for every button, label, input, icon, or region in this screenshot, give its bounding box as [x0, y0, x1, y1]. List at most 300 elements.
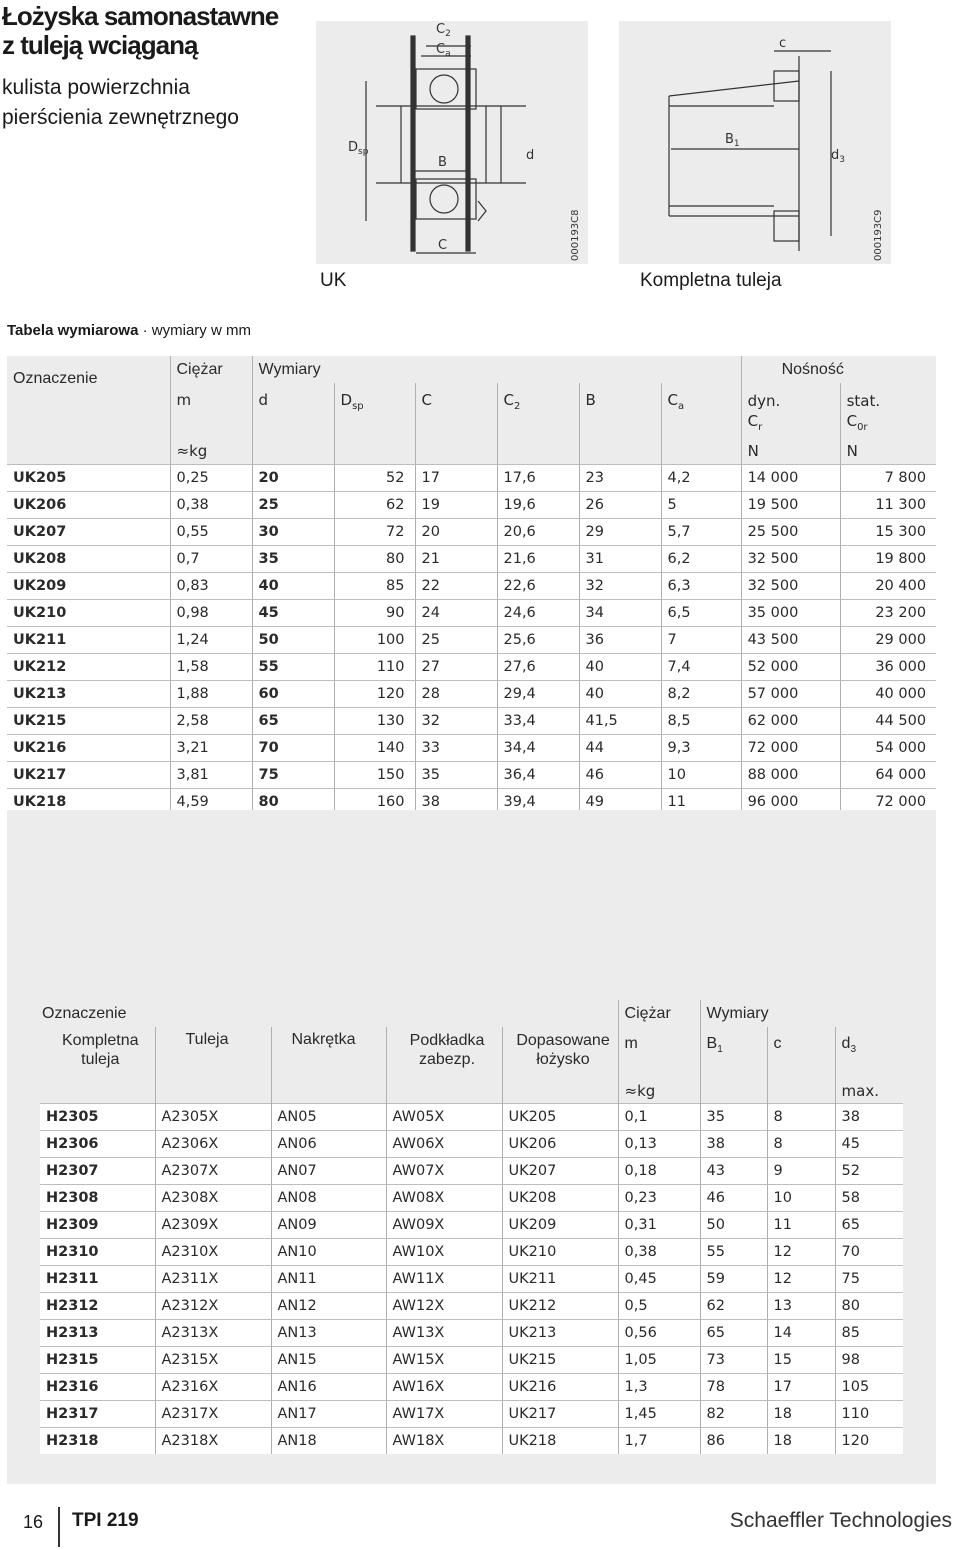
table-cell: 105	[835, 1373, 903, 1400]
table-cell: 44	[579, 734, 661, 761]
table-cell: UK218	[7, 788, 170, 815]
table-cell: 28	[415, 680, 497, 707]
col-C: C	[415, 383, 497, 438]
table-cell: 0,31	[618, 1211, 700, 1238]
table-cell: AW07X	[386, 1157, 502, 1184]
col-dimensions: Wymiary	[252, 356, 741, 383]
unit-N-dyn: N	[741, 438, 840, 464]
table-cell: AN10	[271, 1238, 386, 1265]
table-cell: AW16X	[386, 1373, 502, 1400]
table-cell: 30	[252, 518, 334, 545]
table-row	[7, 626, 936, 653]
table-cell: 35	[415, 761, 497, 788]
table-cell: 27	[415, 653, 497, 680]
table-cell: 32 500	[741, 572, 840, 599]
table-cell: 4,59	[170, 788, 252, 815]
brand-logo: Schaeffler Technologies	[729, 1509, 952, 1532]
table-cell: 10	[661, 761, 741, 788]
table-cell: H2312	[40, 1292, 155, 1319]
table-cell: AN09	[271, 1211, 386, 1238]
bearing-drawing-svg	[316, 21, 588, 264]
table-cell: 49	[579, 788, 661, 815]
label-Ca: $C_a$	[436, 42, 451, 59]
table-cell: 72	[334, 518, 415, 545]
table-cell: 6,3	[661, 572, 741, 599]
table-cell: AN08	[271, 1184, 386, 1211]
table-cell: 7,4	[661, 653, 741, 680]
table-cell: 21,6	[497, 545, 579, 572]
table-cell: 1,88	[170, 680, 252, 707]
table-cell: AW12X	[386, 1292, 502, 1319]
table-cell: 11	[661, 788, 741, 815]
table-cell: 15	[767, 1346, 835, 1373]
table-cell: 32 500	[741, 545, 840, 572]
table-cell: 1,58	[170, 653, 252, 680]
table-cell: 45	[252, 599, 334, 626]
table-cell: 34,4	[497, 734, 579, 761]
table-cell: 27,6	[497, 653, 579, 680]
table-cell: 0,83	[170, 572, 252, 599]
table-cell: 7	[661, 626, 741, 653]
table-cell: 52 000	[741, 653, 840, 680]
table-cell: A2313X	[155, 1319, 271, 1346]
table-row	[40, 1157, 903, 1184]
page-number: 16	[23, 1512, 44, 1532]
table-cell: A2306X	[155, 1130, 271, 1157]
table-cell: 25	[252, 491, 334, 518]
table-cell: UK205	[7, 464, 170, 491]
table-cell: 33,4	[497, 707, 579, 734]
table-cell: 2,58	[170, 707, 252, 734]
table-cell: 12	[767, 1238, 835, 1265]
table-row	[40, 1400, 903, 1427]
table-cell: 52	[334, 464, 415, 491]
table-cell: 20	[415, 518, 497, 545]
table-caption-bold: Tabela wymiarowa	[7, 322, 139, 339]
table-cell: 34	[579, 599, 661, 626]
table-cell: 59	[700, 1265, 767, 1292]
label-d: d	[526, 148, 535, 163]
table-row	[7, 680, 936, 707]
col-B: B	[579, 383, 661, 438]
table-cell: 29 000	[840, 626, 936, 653]
table-cell: 88 000	[741, 761, 840, 788]
col2-d3: $d_3$	[835, 1027, 903, 1079]
table-cell: H2316	[40, 1373, 155, 1400]
table-cell: 46	[700, 1184, 767, 1211]
col-weight: Ciężar	[170, 356, 252, 383]
table-cell: 40	[252, 572, 334, 599]
table-cell: 65	[835, 1211, 903, 1238]
table-cell: 3,81	[170, 761, 252, 788]
table-cell: 75	[835, 1265, 903, 1292]
table-cell: 21	[415, 545, 497, 572]
table-cell: 120	[835, 1427, 903, 1454]
table-cell: A2311X	[155, 1265, 271, 1292]
table-row	[7, 707, 936, 734]
table-cell: 40	[579, 653, 661, 680]
table-cell: 5	[661, 491, 741, 518]
table-cell: 0,98	[170, 599, 252, 626]
table-cell: UK206	[7, 491, 170, 518]
table-cell: 33	[415, 734, 497, 761]
table-row	[40, 1238, 903, 1265]
table-cell: AW06X	[386, 1130, 502, 1157]
unit-N-stat: N	[840, 438, 936, 464]
table-row	[40, 1319, 903, 1346]
table-cell: 85	[334, 572, 415, 599]
table-cell: 17	[767, 1373, 835, 1400]
table-cell: 1,7	[618, 1427, 700, 1454]
table-cell: AN18	[271, 1427, 386, 1454]
label-B1: $B_1$	[725, 132, 740, 149]
table-cell: 54 000	[840, 734, 936, 761]
table-cell: 62	[334, 491, 415, 518]
col2-weight: Ciężar	[618, 1000, 700, 1027]
col-Dsp: $D_{sp}$	[334, 383, 415, 438]
table-row	[40, 1211, 903, 1238]
table-row	[40, 1265, 903, 1292]
page-subtitle-line1: kulista powierzchnia	[2, 76, 190, 99]
table-cell: 65	[252, 707, 334, 734]
col-designation: Oznaczenie	[13, 370, 98, 387]
table-cell: UK206	[502, 1130, 618, 1157]
table-cell: H2309	[40, 1211, 155, 1238]
table-cell: 9	[767, 1157, 835, 1184]
table-cell: 78	[700, 1373, 767, 1400]
table-cell: H2310	[40, 1238, 155, 1265]
table-cell: 29,4	[497, 680, 579, 707]
table-cell: 9,3	[661, 734, 741, 761]
table-cell: 98	[835, 1346, 903, 1373]
table-cell: H2308	[40, 1184, 155, 1211]
table-cell: 6,2	[661, 545, 741, 572]
footer-divider	[58, 1507, 60, 1547]
table-cell: 120	[334, 680, 415, 707]
table-cell: 46	[579, 761, 661, 788]
table-cell: A2310X	[155, 1238, 271, 1265]
table-cell: 10	[767, 1184, 835, 1211]
table-cell: 38	[415, 788, 497, 815]
table-cell: AW15X	[386, 1346, 502, 1373]
table-cell: 7 800	[840, 464, 936, 491]
table-cell: 160	[334, 788, 415, 815]
table-cell: 55	[252, 653, 334, 680]
table-cell: 11 300	[840, 491, 936, 518]
col2-complete-sleeve: Kompletna tuleja	[62, 1032, 139, 1068]
bearing-drawing	[316, 21, 588, 264]
table-cell: 24	[415, 599, 497, 626]
label-Dsp: $D_{sp}$	[348, 140, 369, 157]
table-cell: 8	[767, 1103, 835, 1130]
table-cell: 100	[334, 626, 415, 653]
table-cell: A2315X	[155, 1346, 271, 1373]
table-row	[40, 1130, 903, 1157]
table-cell: UK209	[502, 1211, 618, 1238]
table-cell: A2316X	[155, 1373, 271, 1400]
table-cell: 44 500	[840, 707, 936, 734]
table-cell: 0,7	[170, 545, 252, 572]
table-cell: 19 800	[840, 545, 936, 572]
sleeve-table	[40, 1000, 903, 1454]
table-cell: AN17	[271, 1400, 386, 1427]
table-cell: 52	[835, 1157, 903, 1184]
table-cell: AW11X	[386, 1265, 502, 1292]
table-cell: AN15	[271, 1346, 386, 1373]
table-cell: 1,24	[170, 626, 252, 653]
table-cell: H2307	[40, 1157, 155, 1184]
table-cell: 5,7	[661, 518, 741, 545]
col2-sleeve: Tuleja	[155, 1027, 271, 1079]
table-cell: 43 500	[741, 626, 840, 653]
table-cell: 73	[700, 1346, 767, 1373]
col2-m: m	[618, 1027, 700, 1079]
table-cell: A2307X	[155, 1157, 271, 1184]
table-cell: AW10X	[386, 1238, 502, 1265]
col2-bearing: Dopasowane łożysko	[502, 1027, 618, 1079]
table-cell: 3,21	[170, 734, 252, 761]
table-cell: 0,13	[618, 1130, 700, 1157]
table-cell: UK207	[7, 518, 170, 545]
table-cell: H2313	[40, 1319, 155, 1346]
table-cell: AN05	[271, 1103, 386, 1130]
table-cell: 18	[767, 1427, 835, 1454]
table-cell: 17	[415, 464, 497, 491]
table-cell: 62 000	[741, 707, 840, 734]
table-cell: 130	[334, 707, 415, 734]
table-cell: 0,55	[170, 518, 252, 545]
table-cell: 31	[579, 545, 661, 572]
table-cell: A2312X	[155, 1292, 271, 1319]
table-cell: 55	[700, 1238, 767, 1265]
table-cell: UK213	[502, 1319, 618, 1346]
dimension-table	[7, 356, 936, 815]
table-cell: 64 000	[840, 761, 936, 788]
table-row	[7, 761, 936, 788]
table-cell: 72 000	[840, 788, 936, 815]
table-cell: UK207	[502, 1157, 618, 1184]
col-m: m	[170, 383, 252, 438]
doc-code: TPI 219	[72, 1510, 139, 1531]
table-cell: 75	[252, 761, 334, 788]
table-cell: UK216	[502, 1373, 618, 1400]
table-cell: 1,3	[618, 1373, 700, 1400]
label-B: B	[438, 155, 447, 170]
table-cell: 70	[835, 1238, 903, 1265]
label-d3: $d_3$	[831, 148, 845, 165]
table-cell: 85	[835, 1319, 903, 1346]
table-cell: 58	[835, 1184, 903, 1211]
table-cell: UK217	[7, 761, 170, 788]
table-cell: UK210	[7, 599, 170, 626]
table-row	[7, 653, 936, 680]
col2-nut: Nakrętka	[271, 1027, 386, 1079]
table-cell: 65	[700, 1319, 767, 1346]
table-cell: 24,6	[497, 599, 579, 626]
table-cell: AN07	[271, 1157, 386, 1184]
table-cell: 45	[835, 1130, 903, 1157]
table-cell: 80	[252, 788, 334, 815]
table-cell: 39,4	[497, 788, 579, 815]
table-cell: 35 000	[741, 599, 840, 626]
table-row	[7, 464, 936, 491]
table-cell: 0,45	[618, 1265, 700, 1292]
table-row	[7, 518, 936, 545]
table-row	[7, 734, 936, 761]
page-subtitle-line2: pierścienia zewnętrznego	[2, 106, 239, 129]
table-cell: 86	[700, 1427, 767, 1454]
table-cell: 8	[767, 1130, 835, 1157]
sleeve-drawing	[619, 21, 891, 264]
col2-designation: Oznaczenie	[42, 1004, 127, 1022]
table-cell: UK209	[7, 572, 170, 599]
table-cell: 20,6	[497, 518, 579, 545]
table-cell: 19	[415, 491, 497, 518]
table-cell: 1,05	[618, 1346, 700, 1373]
table-cell: 25,6	[497, 626, 579, 653]
table-cell: 36	[579, 626, 661, 653]
table-cell: 43	[700, 1157, 767, 1184]
table-cell: UK211	[7, 626, 170, 653]
table-caption	[7, 322, 251, 339]
table-cell: UK213	[7, 680, 170, 707]
drawing-caption-sleeve: Kompletna tuleja	[640, 270, 782, 291]
col-d: d	[252, 383, 334, 438]
table-cell: 14 000	[741, 464, 840, 491]
table-row	[40, 1292, 903, 1319]
table-cell: 20	[252, 464, 334, 491]
table-cell: A2309X	[155, 1211, 271, 1238]
table-cell: 20 400	[840, 572, 936, 599]
table-cell: 0,23	[618, 1184, 700, 1211]
table-cell: H2315	[40, 1346, 155, 1373]
table-cell: 38	[700, 1130, 767, 1157]
table-cell: 15 300	[840, 518, 936, 545]
table-cell: 0,38	[618, 1238, 700, 1265]
col-load: Nośność	[741, 356, 936, 383]
table-cell: 6,5	[661, 599, 741, 626]
table-cell: A2317X	[155, 1400, 271, 1427]
table-cell: 62	[700, 1292, 767, 1319]
table-cell: 14	[767, 1319, 835, 1346]
drawing-caption-uk: UK	[320, 270, 347, 291]
table-row	[40, 1184, 903, 1211]
table-cell: UK205	[502, 1103, 618, 1130]
table-cell: 0,38	[170, 491, 252, 518]
table-cell: H2311	[40, 1265, 155, 1292]
page-title-line1: Łożyska samonastawne	[2, 1, 279, 31]
table-cell: A2305X	[155, 1103, 271, 1130]
table-cell: AN11	[271, 1265, 386, 1292]
table-cell: 40 000	[840, 680, 936, 707]
table-cell: 0,56	[618, 1319, 700, 1346]
table-cell: 60	[252, 680, 334, 707]
table-cell: UK215	[502, 1346, 618, 1373]
table-cell: AW09X	[386, 1211, 502, 1238]
table-cell: A2308X	[155, 1184, 271, 1211]
col2-washer: Podkładka zabezp.	[386, 1027, 502, 1079]
table-row	[40, 1427, 903, 1454]
table-cell: 19 500	[741, 491, 840, 518]
table-cell: 36 000	[840, 653, 936, 680]
table-row	[7, 572, 936, 599]
table-cell: 50	[252, 626, 334, 653]
table-row	[40, 1346, 903, 1373]
page-title-line2: z tuleją wciąganą	[2, 30, 198, 60]
table-cell: UK208	[502, 1184, 618, 1211]
table-cell: 19,6	[497, 491, 579, 518]
table-cell: 1,45	[618, 1400, 700, 1427]
unit2-kg: ≈kg	[618, 1079, 700, 1103]
table-cell: 25 500	[741, 518, 840, 545]
table-cell: H2306	[40, 1130, 155, 1157]
table-row	[7, 491, 936, 518]
table-cell: 140	[334, 734, 415, 761]
table-cell: UK208	[7, 545, 170, 572]
table-cell: 11	[767, 1211, 835, 1238]
label-C2: $C_2$	[436, 22, 451, 39]
table-cell: 32	[579, 572, 661, 599]
col2-dimensions: Wymiary	[700, 1000, 903, 1027]
col-dyn-Cr: dyn. $C_r$	[741, 383, 840, 438]
table-row	[40, 1373, 903, 1400]
table-cell: UK211	[502, 1265, 618, 1292]
table-cell: 4,2	[661, 464, 741, 491]
table-row	[7, 599, 936, 626]
table-cell: UK212	[502, 1292, 618, 1319]
table-cell: 22	[415, 572, 497, 599]
table-caption-rest: · wymiary w mm	[138, 322, 251, 339]
drawing-code-right: 000193C9	[873, 209, 884, 261]
table-cell: H2317	[40, 1400, 155, 1427]
table-cell: AW17X	[386, 1400, 502, 1427]
table-cell: 0,18	[618, 1157, 700, 1184]
table-cell: UK215	[7, 707, 170, 734]
table-cell: AN06	[271, 1130, 386, 1157]
table-cell: 90	[334, 599, 415, 626]
table-cell: 35	[252, 545, 334, 572]
table-cell: UK212	[7, 653, 170, 680]
table-cell: 8,2	[661, 680, 741, 707]
unit-kg: ≈kg	[170, 438, 252, 464]
table-cell: UK216	[7, 734, 170, 761]
table-cell: 72 000	[741, 734, 840, 761]
table-cell: 13	[767, 1292, 835, 1319]
col-stat-C0r: stat. $C_{0r}$	[840, 383, 936, 438]
table-cell: 0,25	[170, 464, 252, 491]
table-cell: 26	[579, 491, 661, 518]
table-cell: AN12	[271, 1292, 386, 1319]
table-cell: 57 000	[741, 680, 840, 707]
col-Ca: $C_a$	[661, 383, 741, 438]
table-cell: 50	[700, 1211, 767, 1238]
table-cell: 22,6	[497, 572, 579, 599]
table-cell: 36,4	[497, 761, 579, 788]
table-cell: 0,1	[618, 1103, 700, 1130]
table-cell: AW08X	[386, 1184, 502, 1211]
table-cell: AW13X	[386, 1319, 502, 1346]
table-row	[7, 545, 936, 572]
table-cell: 29	[579, 518, 661, 545]
unit2-max: max.	[835, 1079, 903, 1103]
sleeve-drawing-svg	[619, 21, 891, 264]
table-cell: UK210	[502, 1238, 618, 1265]
label-c: c	[779, 36, 787, 51]
table-cell: AW18X	[386, 1427, 502, 1454]
table-cell: UK217	[502, 1400, 618, 1427]
table-cell: 70	[252, 734, 334, 761]
table-cell: 38	[835, 1103, 903, 1130]
